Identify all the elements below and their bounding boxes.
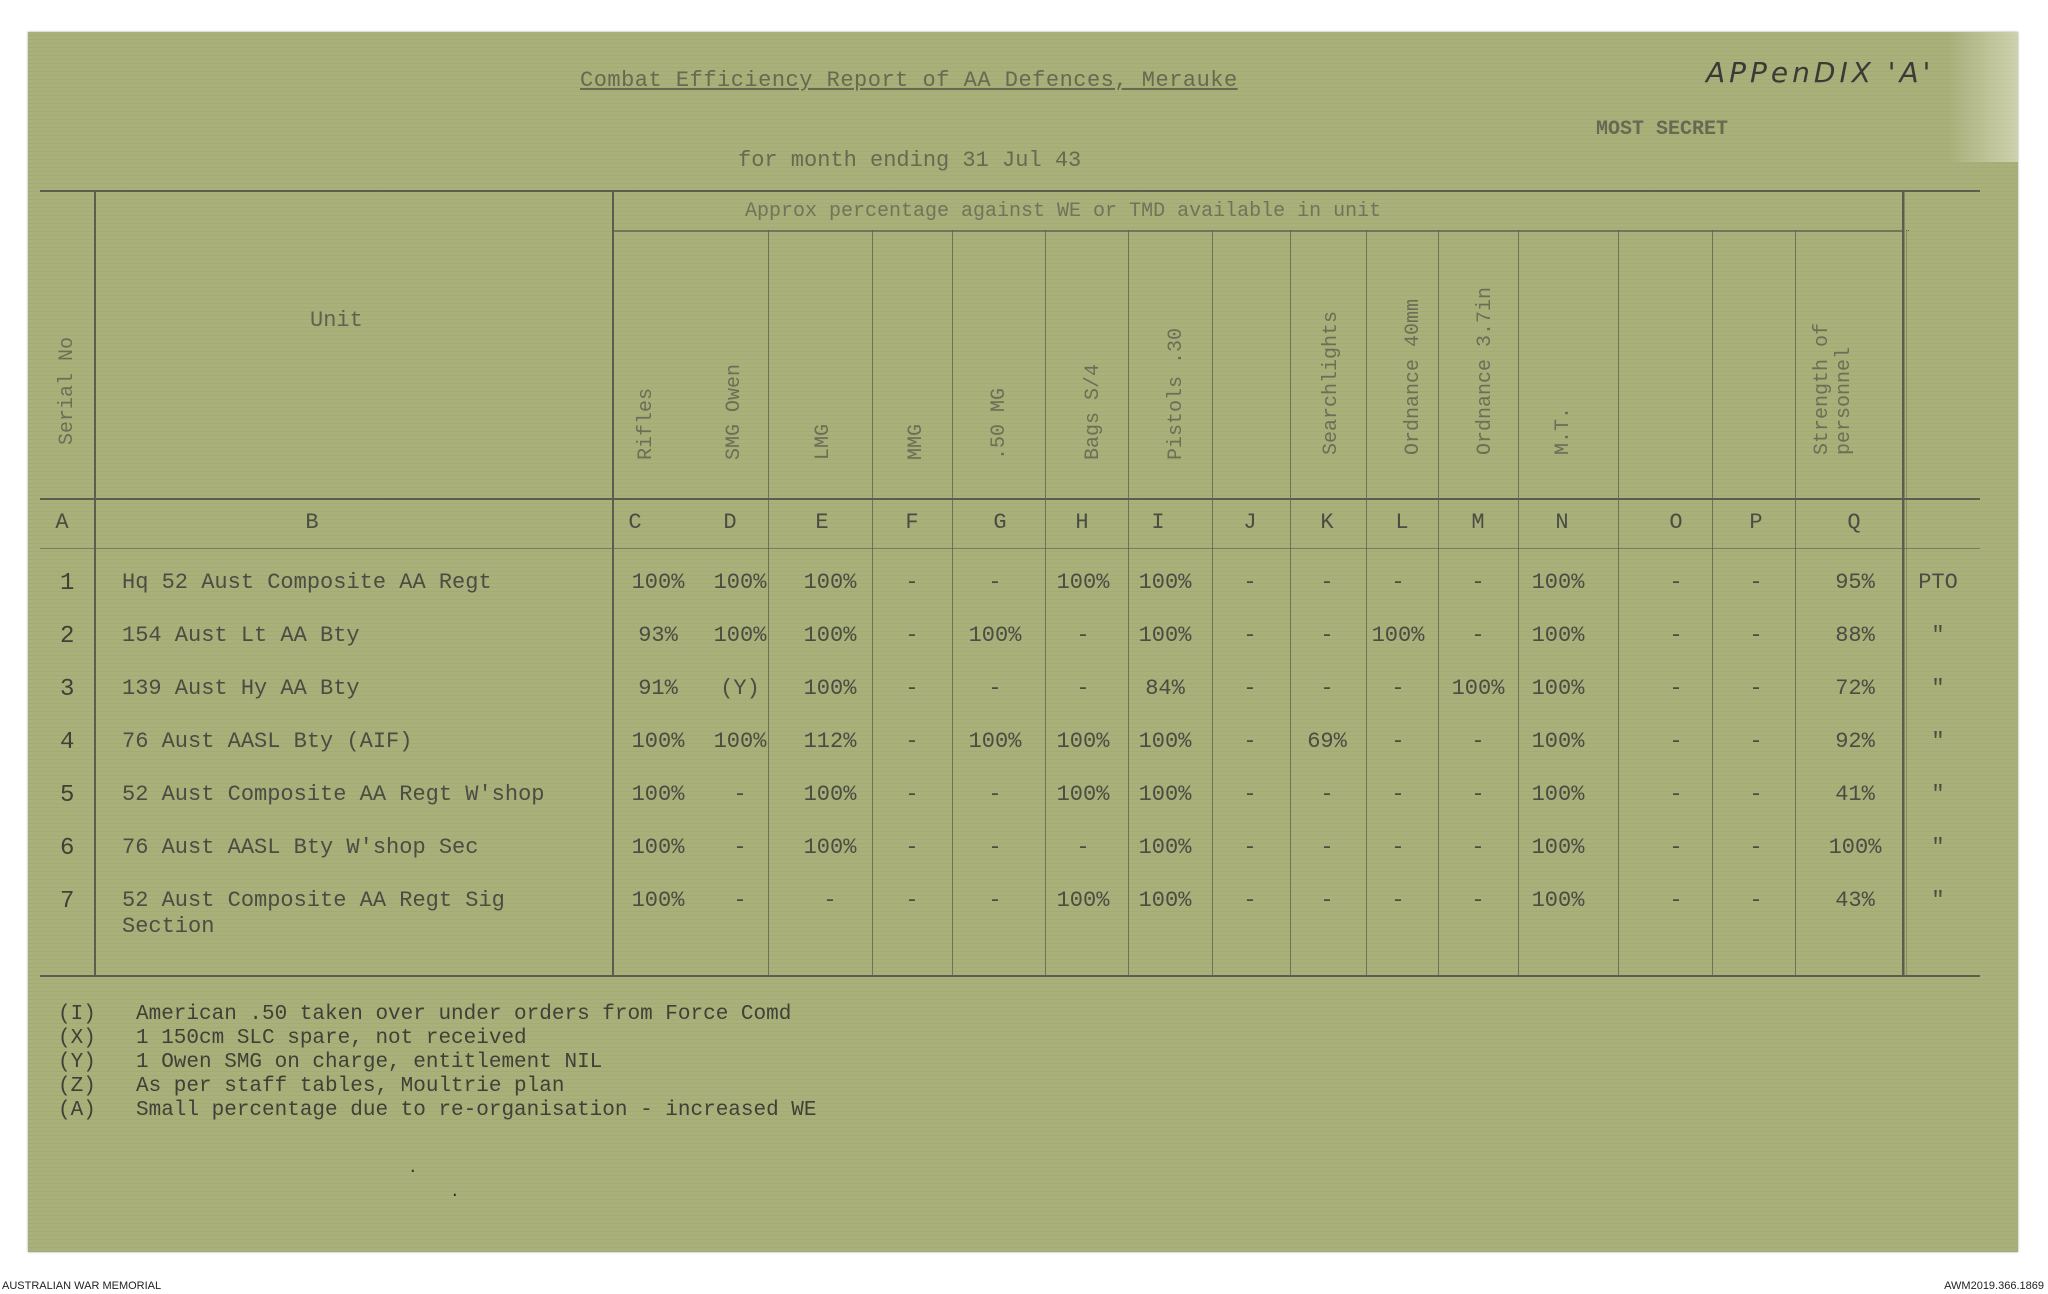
table-cell-g: 100% [968, 729, 1022, 754]
footer-left: AUSTRALIAN WAR MEMORIAL [2, 1280, 162, 1292]
table-cell-p: - [1749, 835, 1763, 860]
table-cell-m: - [1471, 570, 1485, 595]
table-cell-m: - [1471, 835, 1485, 860]
column-letter: K [1320, 510, 1334, 535]
table-cell-h: 100% [1056, 729, 1110, 754]
column-letter: N [1555, 510, 1569, 535]
table-cell-e: 100% [803, 782, 857, 807]
table-cell-o: - [1669, 570, 1683, 595]
column-letter: J [1243, 510, 1257, 535]
table-cell-r: " [1931, 888, 1945, 913]
table-cell-f: - [905, 782, 919, 807]
column-letter: C [628, 510, 642, 535]
table-cell-c: 91% [638, 676, 678, 701]
row-serial-no: 3 [60, 676, 75, 703]
col-header-rifles: Rifles [635, 387, 658, 460]
table-cell-c: 93% [638, 623, 678, 648]
table-cell-n: 100% [1531, 676, 1585, 701]
footnote-symbol: (Z) [58, 1075, 96, 1098]
column-divider [1518, 230, 1519, 975]
footnote-symbol: (I) [58, 1003, 96, 1026]
table-cell-h: - [1076, 676, 1090, 701]
table-cell-p: - [1749, 729, 1763, 754]
table-cell-o: - [1669, 676, 1683, 701]
column-letter: A [55, 510, 69, 535]
table-cell-p: - [1749, 888, 1763, 913]
col-header-ordnance-40mm: Ordnance 40mm [1402, 298, 1425, 455]
column-letter: I [1151, 510, 1165, 535]
column-divider [1618, 230, 1619, 975]
col-header-mt: M.T. [1552, 406, 1575, 455]
table-cell-i: 100% [1138, 782, 1192, 807]
table-cell-j: - [1243, 888, 1257, 913]
row-unit: 154 Aust Lt AA Bty [122, 623, 360, 648]
footnote-text: 1 150cm SLC spare, not received [136, 1027, 527, 1050]
table-cell-g: - [988, 782, 1002, 807]
table-cell-p: - [1749, 570, 1763, 595]
row-unit: 52 Aust Composite AA Regt W'shop [122, 782, 545, 807]
row-serial-no: 2 [60, 623, 75, 650]
column-letter: D [723, 510, 737, 535]
row-unit: Hq 52 Aust Composite AA Regt [122, 570, 492, 595]
table-cell-o: - [1669, 729, 1683, 754]
table-cell-r: " [1931, 676, 1945, 701]
table-cell-c: 100% [631, 570, 685, 595]
table-cell-e: 100% [803, 623, 857, 648]
appendix-label: APPenDIX 'A' [1706, 56, 1935, 89]
col-header-bags: Bags S/4 [1082, 363, 1105, 460]
table-cell-d: - [733, 888, 747, 913]
table-cell-l: - [1391, 570, 1405, 595]
table-cell-d: - [733, 835, 747, 860]
table-cell-n: 100% [1531, 623, 1585, 648]
table-cell-e: 100% [803, 570, 857, 595]
col-header-smg-owen: SMG Owen [723, 363, 746, 460]
table-cell-o: - [1669, 888, 1683, 913]
column-divider [872, 230, 873, 975]
row-serial-no: 7 [60, 888, 75, 915]
table-cell-e: 100% [803, 676, 857, 701]
column-divider [1212, 230, 1213, 975]
row-unit: 76 Aust AASL Bty (AIF) [122, 729, 413, 754]
table-cell-d: (Y) [720, 676, 760, 701]
table-cell-e: 100% [803, 835, 857, 860]
table-cell-d: 100% [713, 570, 767, 595]
row-unit: 139 Aust Hy AA Bty [122, 676, 360, 701]
table-cell-q: 92% [1835, 729, 1875, 754]
ink-mark: · [408, 1162, 418, 1180]
footnote [58, 1075, 564, 1098]
table-cell-g: - [988, 676, 1002, 701]
column-letter: E [815, 510, 829, 535]
table-cell-q: 41% [1835, 782, 1875, 807]
column-letter: L [1395, 510, 1409, 535]
table-cell-r: " [1931, 835, 1945, 860]
column-divider [1712, 230, 1713, 975]
group-header: Approx percentage against WE or TMD available in unit [745, 200, 1382, 223]
table-cell-l: - [1391, 676, 1405, 701]
table-cell-n: 100% [1531, 729, 1585, 754]
table-cell-j: - [1243, 782, 1257, 807]
table-cell-e: 112% [803, 729, 857, 754]
footnote [58, 1027, 527, 1050]
table-cell-i: 100% [1138, 623, 1192, 648]
table-cell-k: 69% [1307, 729, 1347, 754]
table-cell-p: - [1749, 623, 1763, 648]
table-cell-k: - [1320, 676, 1334, 701]
column-letter: G [993, 510, 1007, 535]
col-header-strength: Strength of personnel [1811, 322, 1856, 455]
footer-right: AWM2019.366.1869 [1944, 1280, 2044, 1292]
row-serial-no: 4 [60, 729, 75, 756]
table-cell-i: 100% [1138, 888, 1192, 913]
col-header-mmg: MMG [905, 423, 928, 460]
column-divider [1795, 230, 1796, 975]
table-cell-l: - [1391, 888, 1405, 913]
column-divider [1045, 230, 1046, 975]
table-cell-l: - [1391, 782, 1405, 807]
column-letter: B [305, 510, 319, 535]
table-cell-g: 100% [968, 623, 1022, 648]
table-cell-d: - [733, 782, 747, 807]
table-cell-p: - [1749, 676, 1763, 701]
table-cell-n: 100% [1531, 570, 1585, 595]
column-letter: P [1749, 510, 1763, 535]
column-divider [768, 230, 769, 975]
table-cell-l: - [1391, 835, 1405, 860]
table-cell-j: - [1243, 570, 1257, 595]
row-serial-no: 6 [60, 835, 75, 862]
table-cell-n: 100% [1531, 888, 1585, 913]
ink-mark: · [450, 1186, 460, 1204]
table-cell-f: - [905, 835, 919, 860]
table-cell-c: 100% [631, 782, 685, 807]
footnote-symbol: (Y) [58, 1051, 96, 1074]
column-divider [1366, 230, 1367, 975]
table-cell-k: - [1320, 623, 1334, 648]
column-letter: M [1471, 510, 1485, 535]
table-cell-o: - [1669, 835, 1683, 860]
col-header-50-mg: .50 MG [988, 387, 1011, 460]
footnote-symbol: (A) [58, 1099, 96, 1122]
table-cell-d: 100% [713, 729, 767, 754]
table-cell-i: 100% [1138, 570, 1192, 595]
table-cell-g: - [988, 835, 1002, 860]
table-cell-i: 100% [1138, 729, 1192, 754]
classification-label: MOST SECRET [1596, 118, 1729, 141]
table-cell-j: - [1243, 835, 1257, 860]
table-cell-f: - [905, 623, 919, 648]
table-cell-n: 100% [1531, 835, 1585, 860]
table-cell-f: - [905, 570, 919, 595]
footnote-symbol: (X) [58, 1027, 96, 1050]
footnote [58, 1003, 791, 1026]
document-subtitle: for month ending 31 Jul 43 [738, 148, 1082, 173]
table-cell-m: - [1471, 782, 1485, 807]
column-letter: O [1669, 510, 1683, 535]
table-cell-n: 100% [1531, 782, 1585, 807]
col-header-ordnance-3-7in: Ordnance 3.7in [1474, 286, 1497, 455]
table-cell-q: 72% [1835, 676, 1875, 701]
table-cell-h: - [1076, 835, 1090, 860]
col-header-searchlights: Searchlights [1320, 310, 1343, 455]
table-cell-k: - [1320, 782, 1334, 807]
row-unit: 76 Aust AASL Bty W'shop Sec [122, 835, 479, 860]
table-cell-c: 100% [631, 835, 685, 860]
table-cell-i: 84% [1145, 676, 1185, 701]
table-cell-g: - [988, 888, 1002, 913]
table-cell-c: 100% [631, 729, 685, 754]
document-title: Combat Efficiency Report of AA Defences, Merauke [580, 68, 1238, 93]
column-letter: H [1075, 510, 1089, 535]
footnote-text: American .50 taken over under orders from Force Comd [136, 1003, 792, 1026]
table-cell-m: 100% [1451, 676, 1505, 701]
row-serial-no: 1 [60, 570, 75, 597]
column-letter: Q [1847, 510, 1861, 535]
table-cell-l: - [1391, 729, 1405, 754]
col-header-serial-no: Serial No [56, 336, 79, 445]
table-cell-j: - [1243, 623, 1257, 648]
table-cell-r: " [1931, 729, 1945, 754]
table-cell-o: - [1669, 623, 1683, 648]
table-cell-m: - [1471, 888, 1485, 913]
table-cell-m: - [1471, 623, 1485, 648]
row-unit: 52 Aust Composite AA Regt Sig Section [122, 888, 505, 939]
table-cell-o: - [1669, 782, 1683, 807]
table-cell-j: - [1243, 676, 1257, 701]
table-cell-q: 43% [1835, 888, 1875, 913]
row-serial-no: 5 [60, 782, 75, 809]
table-cell-f: - [905, 729, 919, 754]
column-letter: F [905, 510, 919, 535]
table-cell-q: 88% [1835, 623, 1875, 648]
col-header-lmg: LMG [812, 423, 835, 460]
footnote-text: Small percentage due to re-organisation - increased WE [136, 1099, 817, 1122]
table-cell-p: - [1749, 782, 1763, 807]
footnote [58, 1051, 602, 1074]
column-divider [1438, 230, 1439, 975]
table-cell-r: " [1931, 782, 1945, 807]
table-cell-d: 100% [713, 623, 767, 648]
table-cell-m: - [1471, 729, 1485, 754]
table-cell-e: - [823, 888, 837, 913]
table-cell-f: - [905, 676, 919, 701]
column-divider [1128, 230, 1129, 975]
footnote [58, 1099, 817, 1122]
table-cell-c: 100% [631, 888, 685, 913]
table-cell-g: - [988, 570, 1002, 595]
table-cell-k: - [1320, 835, 1334, 860]
col-header-unit: Unit [310, 308, 363, 333]
table-cell-j: - [1243, 729, 1257, 754]
table-cell-k: - [1320, 570, 1334, 595]
table-cell-k: - [1320, 888, 1334, 913]
table-cell-q: 100% [1828, 835, 1882, 860]
footnote-text: As per staff tables, Moultrie plan [136, 1075, 565, 1098]
table-cell-i: 100% [1138, 835, 1192, 860]
col-header-pistols: Pistols .30 [1165, 327, 1188, 460]
footnote-text: 1 Owen SMG on charge, entitlement NIL [136, 1051, 603, 1074]
table-cell-r: PTO [1918, 570, 1958, 595]
table-cell-l: 100% [1371, 623, 1425, 648]
table-cell-h: 100% [1056, 570, 1110, 595]
table-cell-h: 100% [1056, 888, 1110, 913]
table-cell-h: - [1076, 623, 1090, 648]
column-divider [952, 230, 953, 975]
table-cell-r: " [1931, 623, 1945, 648]
column-divider [1290, 230, 1291, 975]
table-cell-q: 95% [1835, 570, 1875, 595]
table-cell-h: 100% [1056, 782, 1110, 807]
table-cell-f: - [905, 888, 919, 913]
